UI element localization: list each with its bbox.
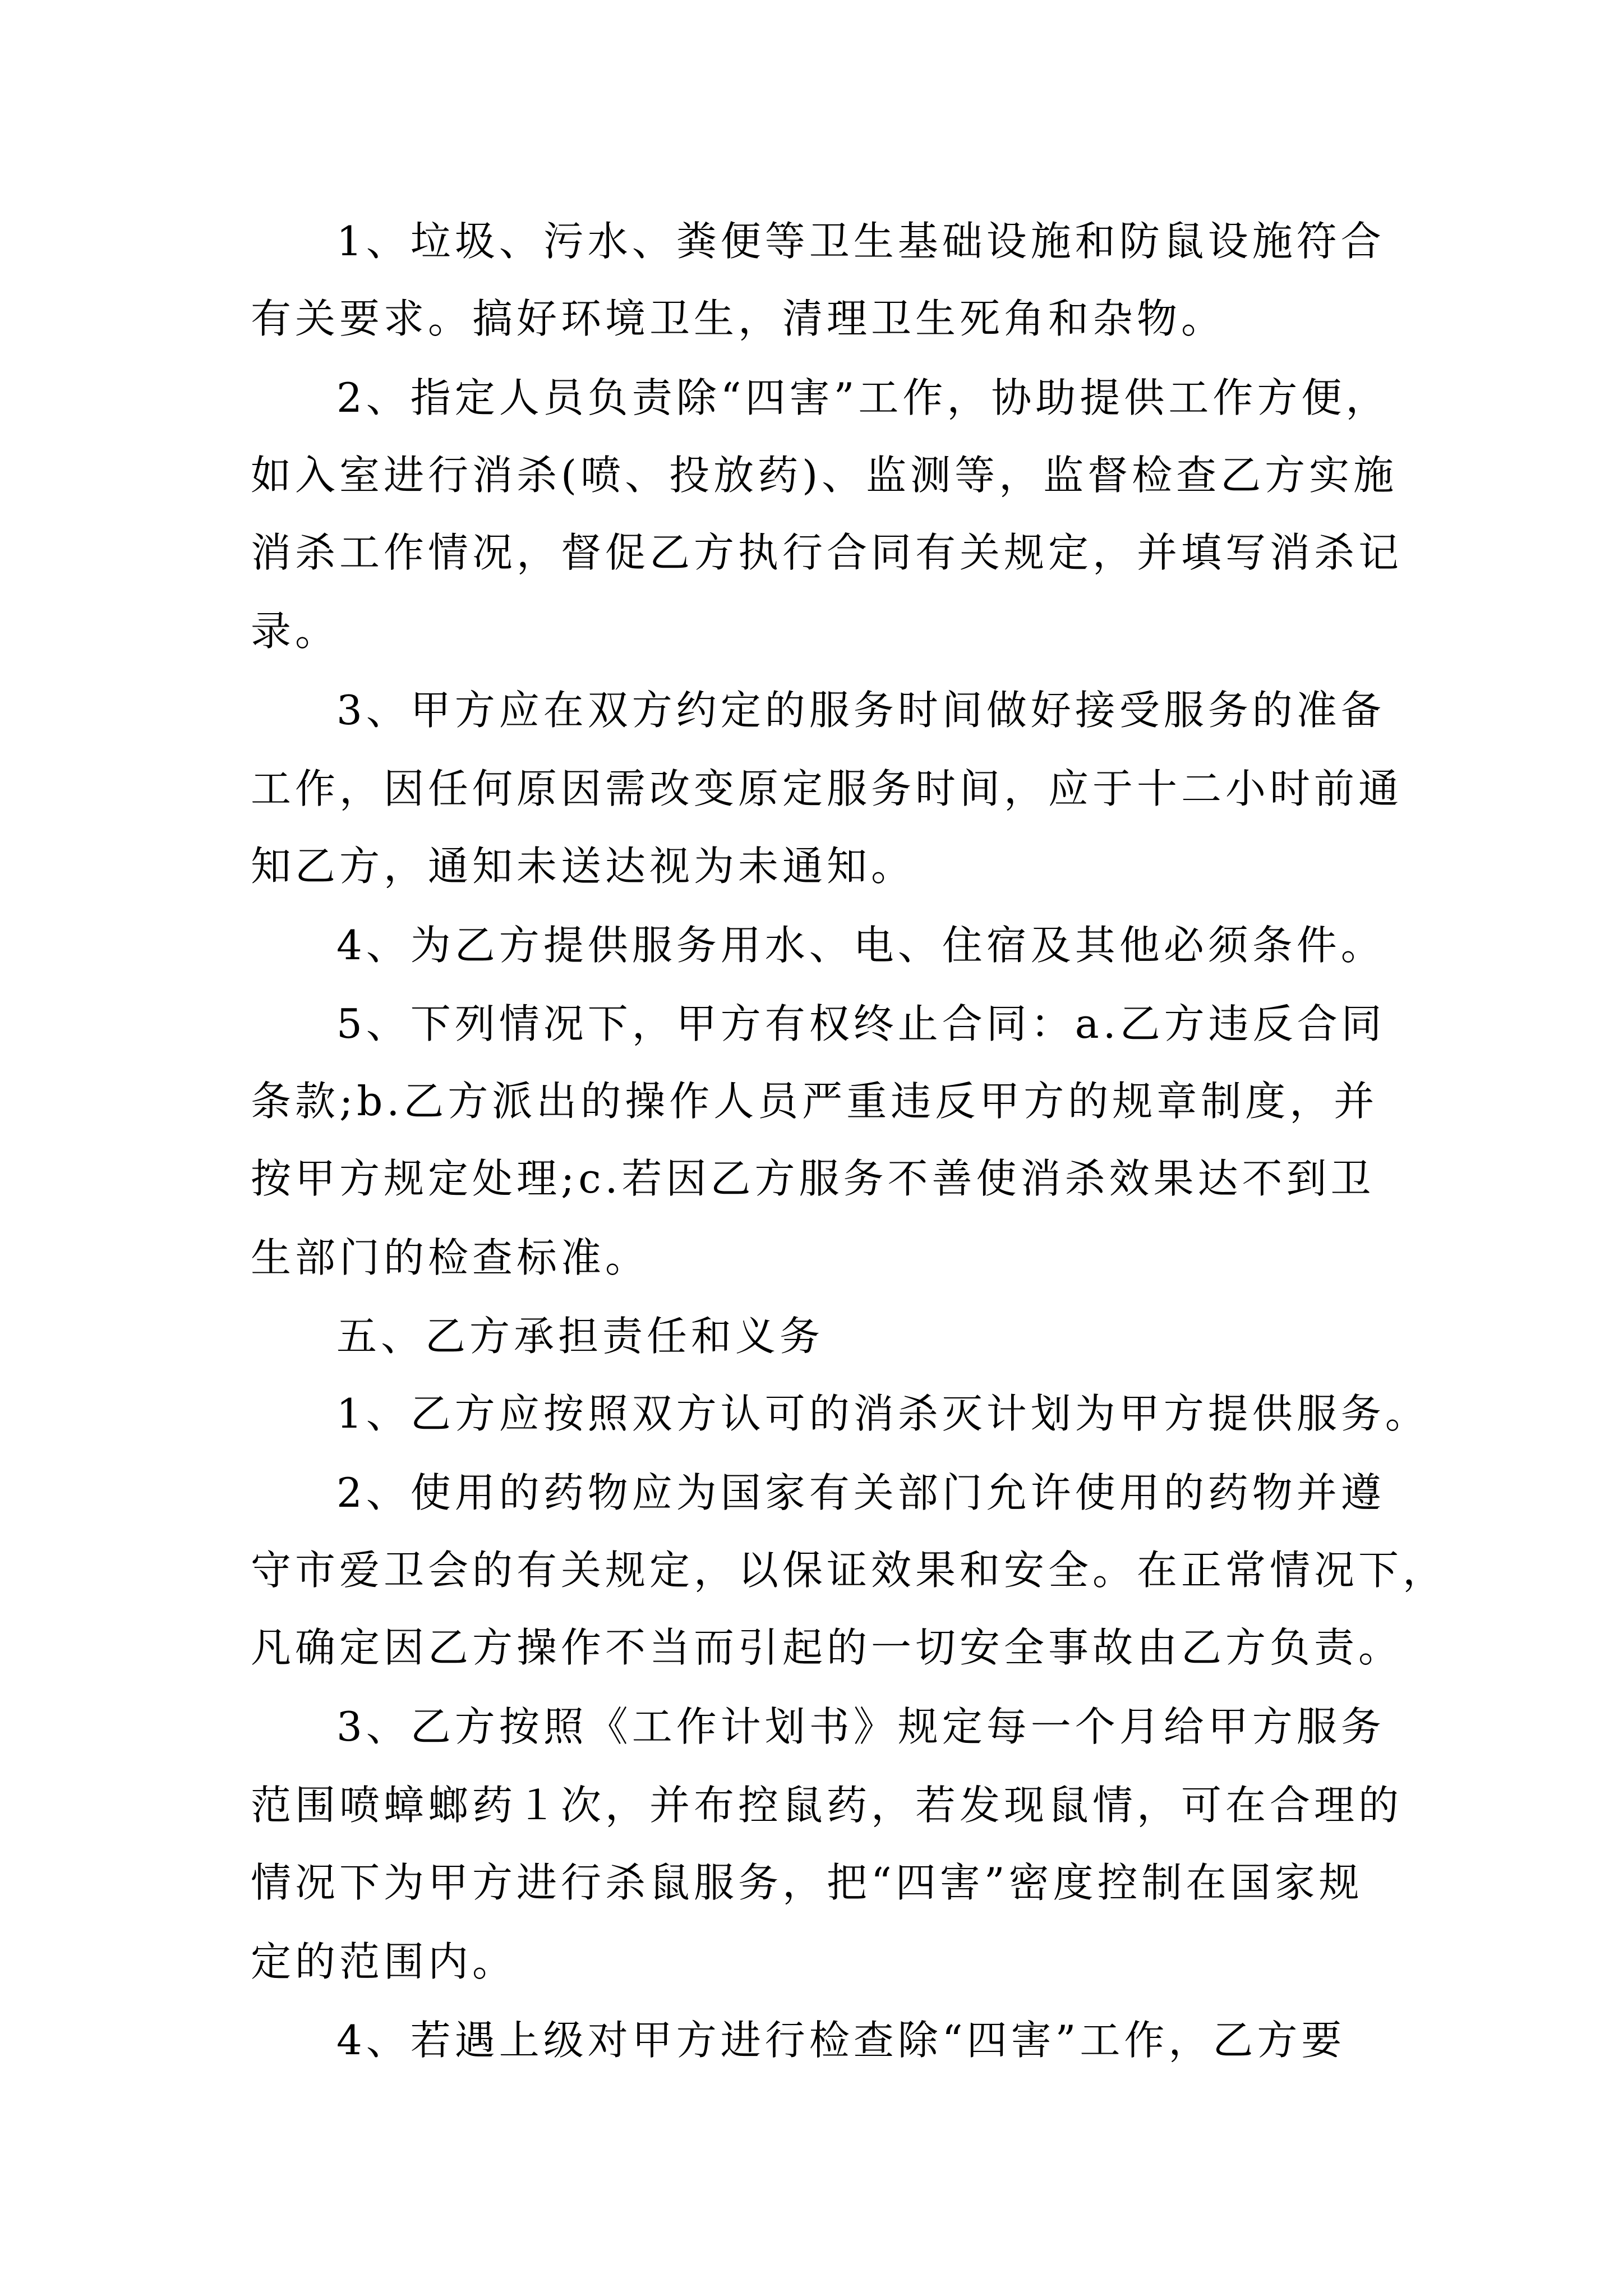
text-line: 生部门的检查标准。: [251, 1234, 650, 1281]
text-line: 定的范围内。: [251, 1938, 517, 1985]
text-line: 4、若遇上级对甲方进行检查除“四害”工作，乙方要: [336, 2017, 1346, 2064]
text-line: 如入室进行消杀(喷、投放药)、监测等，监督检查乙方实施: [251, 452, 1398, 499]
text-line: 3、甲方应在双方约定的服务时间做好接受服务的准备: [336, 687, 1385, 734]
text-line: 范围喷蟑螂药１次，并布控鼠药，若发现鼠情，可在合理的: [251, 1782, 1403, 1829]
text-line: 条款;b.乙方派出的操作人员严重违反甲方的规章制度，并: [251, 1078, 1378, 1125]
text-line: 1、垃圾、污水、粪便等卫生基础设施和防鼠设施符合: [336, 218, 1385, 265]
text-line: 2、使用的药物应为国家有关部门允许使用的药物并遵: [336, 1469, 1385, 1516]
section-heading: 五、乙方承担责任和义务: [336, 1313, 824, 1360]
text-line: 消杀工作情况，督促乙方执行合同有关规定，并填写消杀记: [251, 529, 1403, 576]
text-line: 守市爱卫会的有关规定，以保证效果和安全。在正常情况下，: [251, 1547, 1447, 1594]
text-line: 4、为乙方提供服务用水、电、住宿及其他必须条件。: [336, 922, 1385, 969]
text-line: 按甲方规定处理;c.若因乙方服务不善使消杀效果达不到卫: [251, 1155, 1375, 1202]
text-line: 凡确定因乙方操作不当而引起的一切安全事故由乙方负责。: [251, 1624, 1403, 1671]
text-line: 3、乙方按照《工作计划书》规定每一个月给甲方服务: [336, 1703, 1385, 1750]
text-line: 情况下为甲方进行杀鼠服务，把“四害”密度控制在国家规: [251, 1859, 1363, 1906]
text-line: 有关要求。搞好环境卫生，清理卫生死角和杂物。: [251, 295, 1226, 342]
text-line: 5、下列情况下，甲方有权终止合同：a.乙方违反合同: [336, 1000, 1386, 1047]
text-line: 1、乙方应按照双方认可的消杀灭计划为甲方提供服务。: [336, 1390, 1430, 1437]
text-line: 知乙方，通知未送达视为未通知。: [251, 843, 916, 890]
text-line: 工作，因任何原因需改变原定服务时间，应于十二小时前通: [251, 765, 1403, 812]
text-line: 录。: [251, 608, 340, 655]
text-line: 2、指定人员负责除“四害”工作，协助提供工作方便，: [336, 374, 1390, 421]
